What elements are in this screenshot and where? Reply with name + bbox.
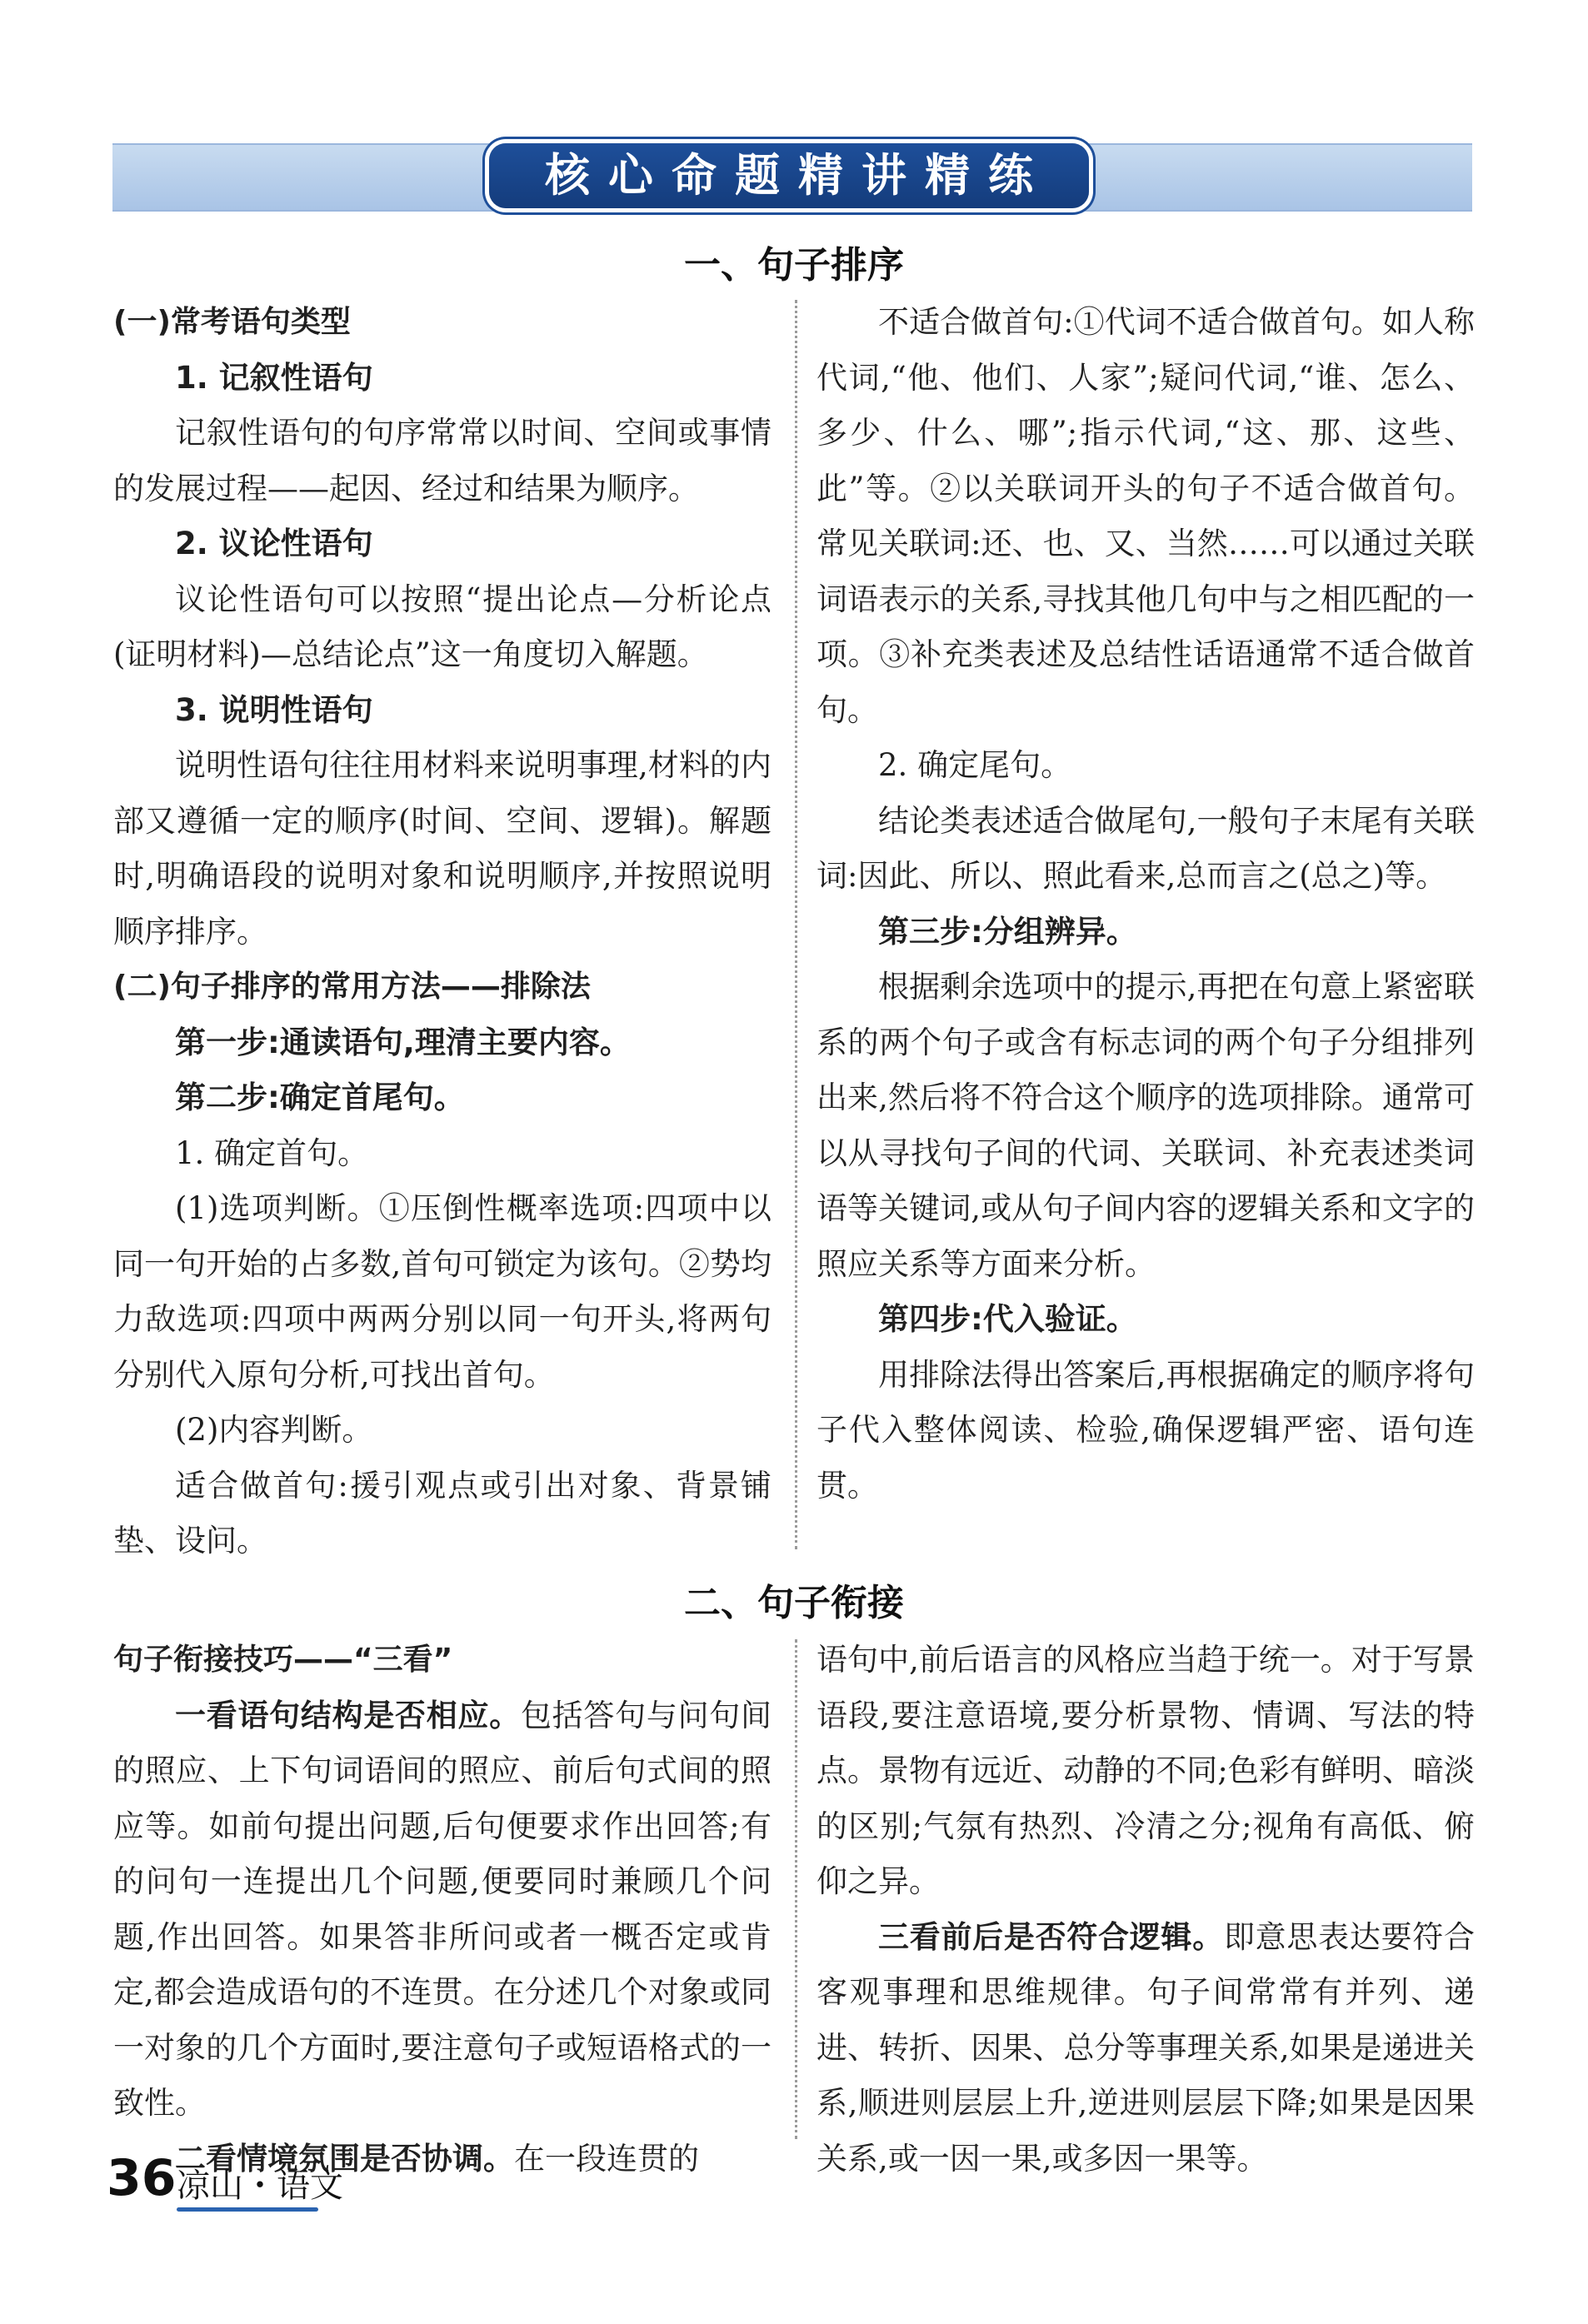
paragraph bbox=[816, 1633, 1475, 1910]
column-divider-2 bbox=[795, 1639, 797, 2139]
paragraph: 第三步:分组辨异。 bbox=[878, 913, 1137, 950]
section1-right-column bbox=[816, 295, 1475, 1514]
paragraph: 第二步:确定首尾句。 bbox=[175, 1080, 465, 1115]
footer-underline bbox=[177, 2207, 318, 2212]
book-title: 凉山・语文 bbox=[177, 2167, 343, 2205]
paragraph: 用排除法得出答案后,再根据确定的顺序将句子代入整体阅读、检验,确保逻辑严密、语句连贯。 bbox=[816, 1356, 1475, 1504]
paragraph-lead: 二看情境氛围是否协调。 bbox=[175, 2140, 514, 2177]
paragraph: 结论类表述适合做尾句,一般句子末尾有关联词:因此、所以、照此看来,总而言之(总之)等。 bbox=[816, 802, 1475, 894]
paragraph: 第一步:通读语句,理清主要内容。 bbox=[175, 1024, 631, 1060]
section2-subheading: 句子衔接技巧——“三看” bbox=[113, 1643, 453, 1677]
paragraph: 记叙性语句的句序常常以时间、空间或事情的发展过程——起因、经过和结果为顺序。 bbox=[113, 415, 772, 506]
paragraph: 适合做首句:援引观点或引出对象、背景铺垫、设问。 bbox=[113, 1467, 772, 1558]
paragraph: 2. 议论性语句 bbox=[175, 526, 373, 561]
paragraph: 3. 说明性语句 bbox=[175, 691, 373, 728]
page-number: 36 bbox=[107, 2149, 177, 2207]
paragraph: 不适合做首句:①代词不适合做首句。如人称代词,“他、他们、人家”;疑问代词,“谁、怎么、多少、什么、哪”;指示代词,“这、那、这些、此”等。②以关联词开头的句子不适合做首句。常见关联词:还、也、又、当然……可以通过关联词语表示的关系,寻找其他几句中与之相匹配的一项。③补充类表述及总结性话语通常不适合做首句。 bbox=[816, 304, 1475, 728]
paragraph-lead: 三看前后是否符合逻辑。 bbox=[878, 1918, 1224, 1955]
paragraph: 议论性语句可以按照“提出论点—分析论点(证明材料)—总结论点”这一角度切入解题。 bbox=[113, 581, 772, 672]
paragraph-body: 包括答句与问句间的照应、上下句词语间的照应、前后句式间的照应等。如前句提出问题,后句便要求作出回答;有的问句一连提出几个问题,便要同时兼顾几个问题,作出回答。如果答非所问或者一概否定或肯定,都会造成语句的不连贯。在分述几个对象或同一对象的几个方面时,要注意句子或短语格式的一致性。 bbox=[113, 1697, 772, 2121]
paragraph: 1. 确定首句。 bbox=[175, 1135, 369, 1171]
section2-title: 二、句子衔接 bbox=[684, 1582, 904, 1624]
paragraph: 说明性语句往往用材料来说明事理,材料的内部又遵循一定的顺序(时间、空间、逻辑)。解题时,明确语段的说明对象和说明顺序,并按照说明顺序排序。 bbox=[113, 747, 772, 950]
paragraph bbox=[113, 1688, 772, 2132]
paragraph: 1. 记叙性语句 bbox=[175, 359, 373, 396]
paragraph-body: 语句中,前后语言的风格应当趋于统一。对于写景语段,要注意语境,要分析景物、情调、写法的特点。景物有远近、动静的不同;色彩有鲜明、暗淡的区别;气氛有热烈、冷清之分;视角有高低、俯仰之异。 bbox=[816, 1642, 1475, 1899]
paragraph: (二)句子排序的常用方法——排除法 bbox=[113, 970, 591, 1004]
paragraph: 第四步:代入验证。 bbox=[878, 1301, 1137, 1337]
paragraph-body: 在一段连贯的 bbox=[514, 2140, 699, 2177]
paragraph: (1)选项判断。①压倒性概率选项:四项中以同一句开始的占多数,首句可锁定为该句。②势均力敌选项:四项中两两分别以同一句开头,将两句分别代入原句分析,可找出首句。 bbox=[113, 1190, 772, 1393]
section2-right-column bbox=[816, 1633, 1475, 2187]
paragraph-lead: 一看语句结构是否相应。 bbox=[175, 1697, 521, 1733]
paragraph: 2. 确定尾句。 bbox=[878, 747, 1072, 783]
section2-left-column bbox=[113, 1633, 772, 2187]
paragraph-body: 即意思表达要符合客观事理和思维规律。句子间常常有并列、递进、转折、因果、总分等事理关系,如果是递进关系,顺进则层层上升,逆进则层层下降;如果是因果关系,或一因一果,或多因一果等。 bbox=[816, 1918, 1476, 2177]
paragraph: (一)常考语句类型 bbox=[113, 305, 351, 339]
paragraph: (2)内容判断。 bbox=[175, 1412, 373, 1448]
section1-title: 一、句子排序 bbox=[684, 244, 904, 287]
column-divider-1 bbox=[795, 300, 797, 1549]
section1-left-column bbox=[113, 295, 772, 1569]
paragraph: 根据剩余选项中的提示,再把在句意上紧密联系的两个句子或含有标志词的两个句子分组排列出来,然后将不符合这个顺序的选项排除。通常可以从寻找句子间的代词、关联词、补充表述类词语等关键词,或从句子间内容的逻辑关系和文字的照应关系等方面来分析。 bbox=[816, 969, 1475, 1282]
paragraph bbox=[816, 1910, 1475, 2187]
banner-title: 核心命题精讲精练 bbox=[489, 143, 1089, 208]
